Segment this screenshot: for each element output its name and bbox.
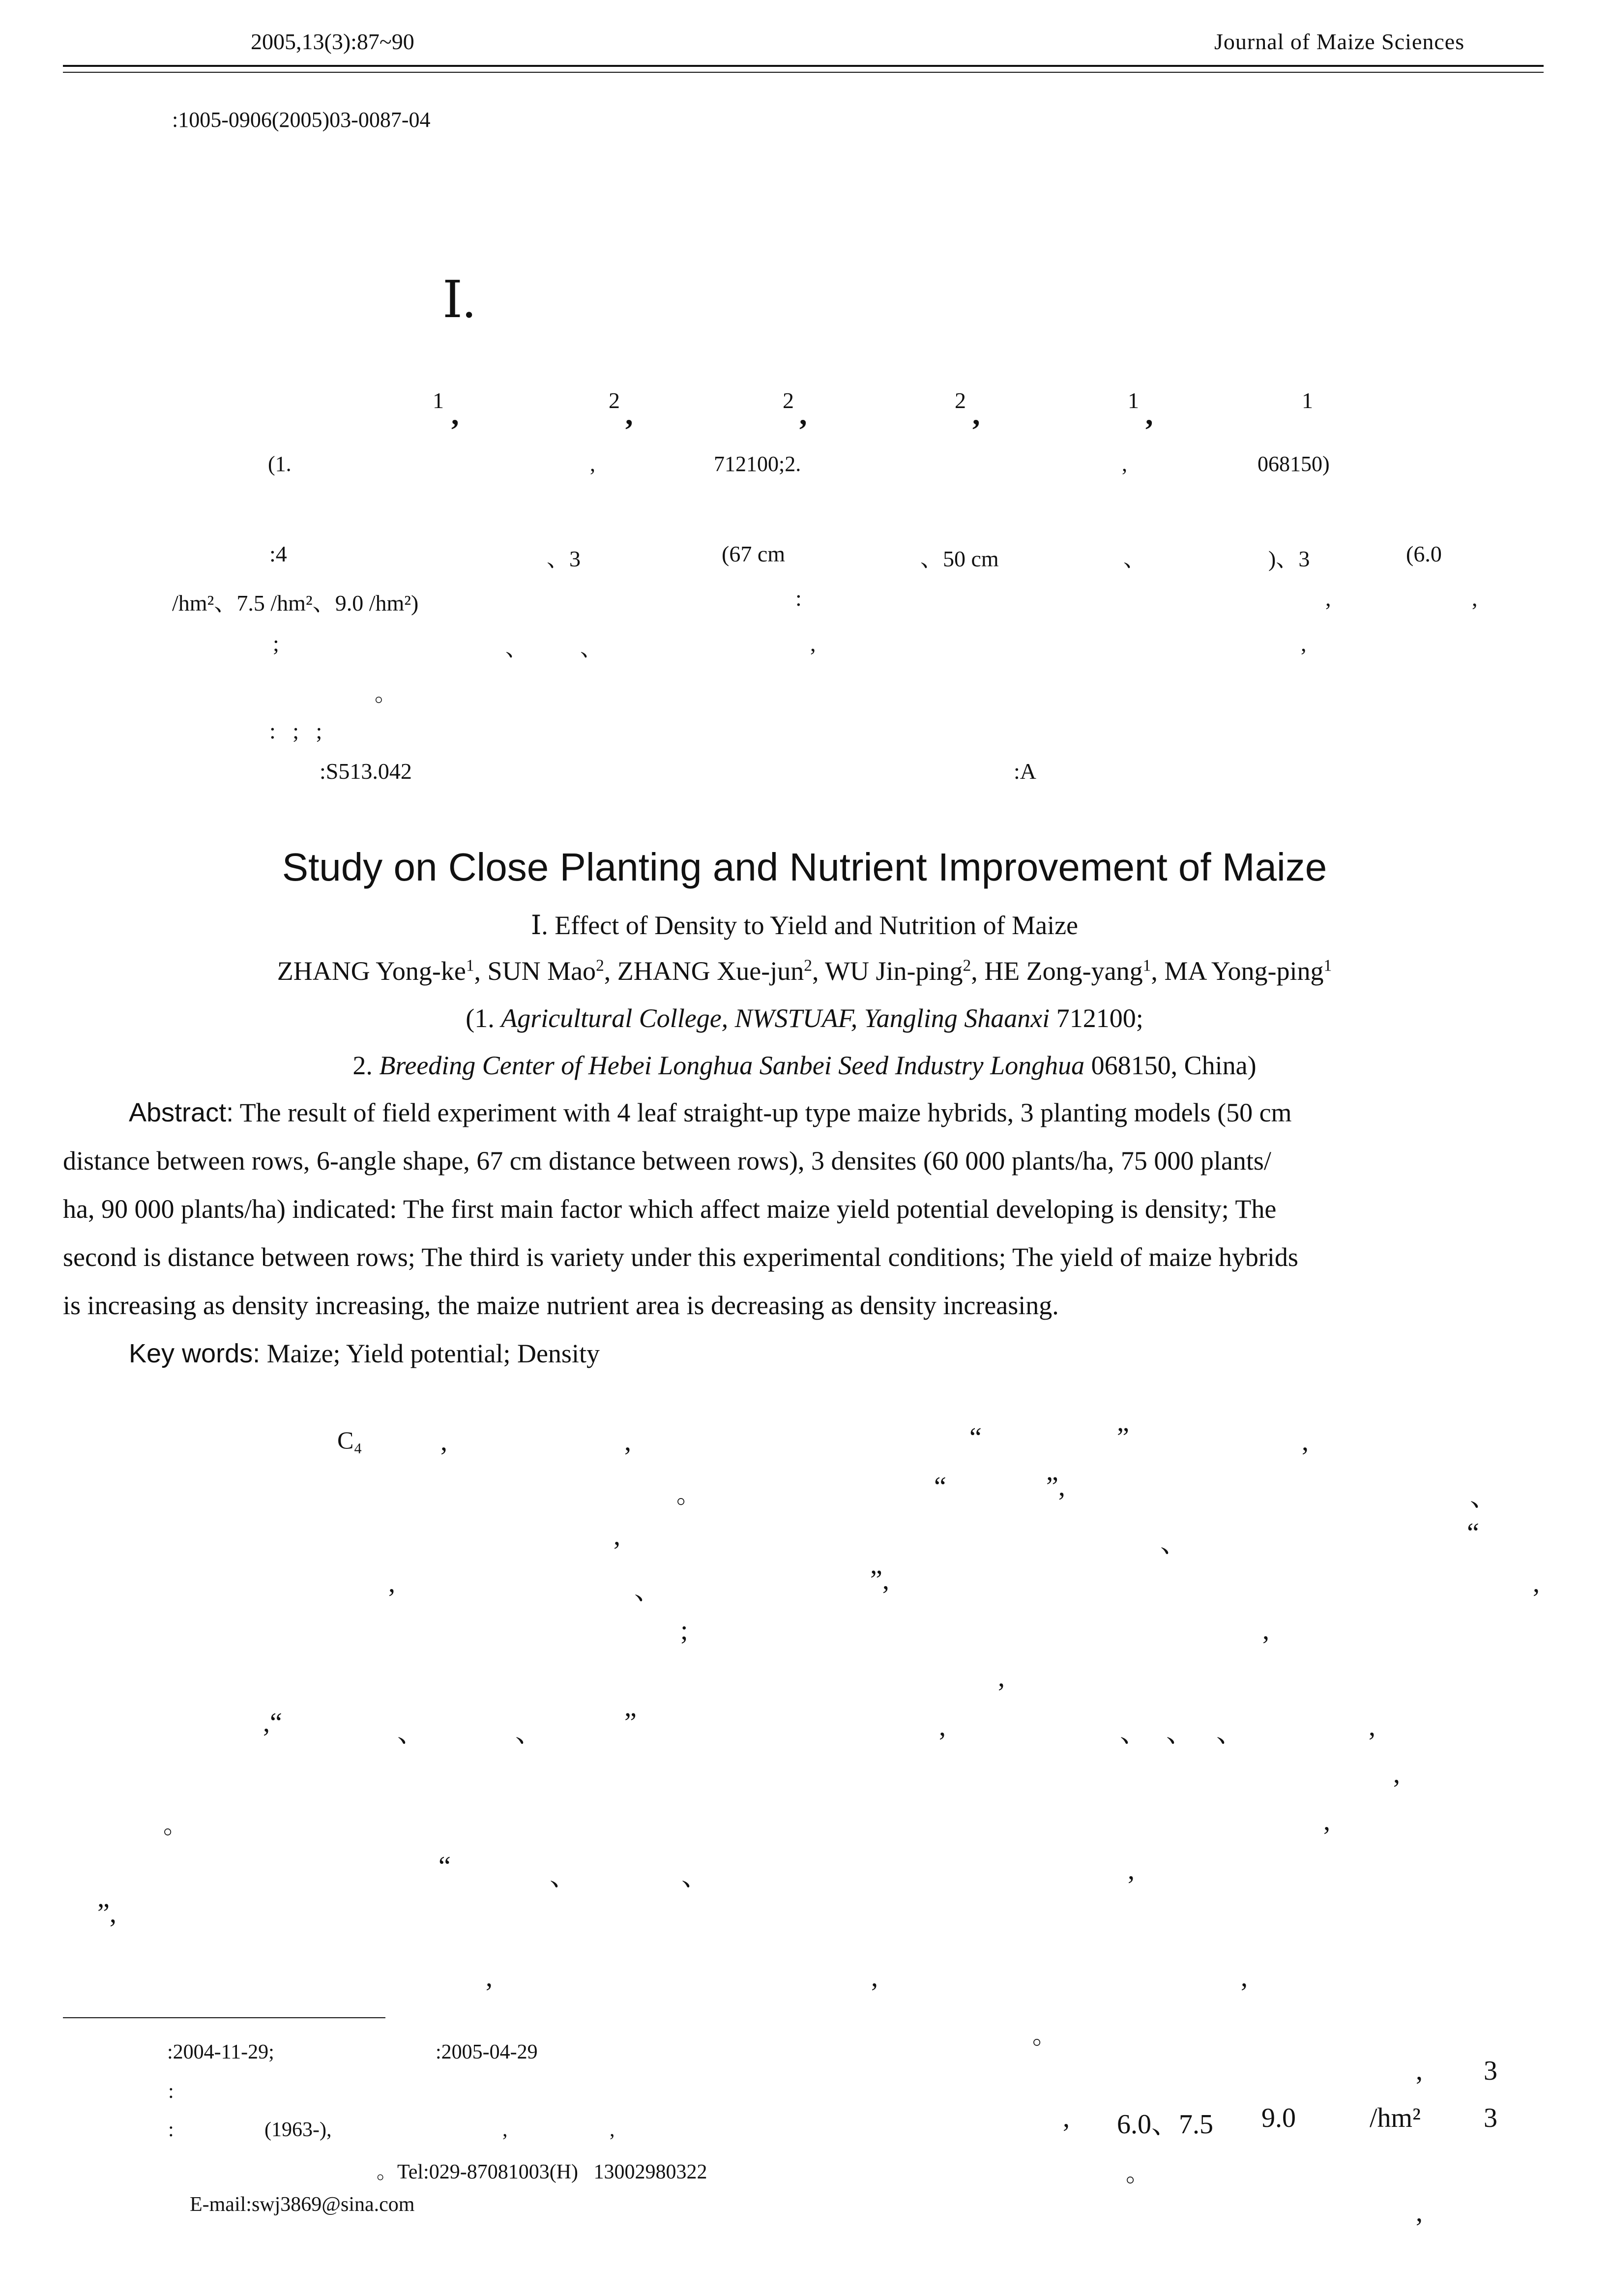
body-mark: ” (624, 1707, 637, 1738)
author-sup: 2 (804, 956, 812, 975)
cn-abstract-frag: 、3 (547, 546, 581, 571)
body-mark: , (1128, 1855, 1135, 1885)
header-rule-top (63, 65, 1544, 67)
author-name: WU Jin-ping (825, 956, 963, 986)
body-mark: ”, (97, 1898, 117, 1929)
cn-abstract-frag: )、3 (1268, 546, 1310, 571)
cn-doc-code: :A (1014, 759, 1036, 784)
body-mark: 。 (676, 1481, 701, 1508)
body-mark: ,“ (263, 1707, 282, 1738)
body-mark: 、 (1166, 1718, 1194, 1748)
author-name: ZHANG Xue-jun (617, 956, 804, 986)
en-keywords (129, 1338, 600, 1369)
cn-author-sup-5: 1 (1128, 388, 1139, 413)
cn-abstract-frag: 、50 cm (920, 546, 999, 571)
cn-abstract-colon: : (795, 586, 802, 611)
footnote-colon: : (168, 2080, 174, 2103)
abstract-label: Abstract: (129, 1098, 234, 1127)
body-mark: , (1416, 2056, 1423, 2086)
en-abstract-line: second is distance between rows; The third is variety under this experimental conditions; The yield of maize hybrids (63, 1242, 1298, 1272)
footnote-bio: (1963-), (264, 2119, 332, 2141)
body-mark: , (1369, 1711, 1375, 1742)
body-mark: 、 (681, 1861, 709, 1892)
cn-abstract-period: 。 (375, 681, 397, 706)
body-mark: , (1302, 1426, 1309, 1457)
cn-author-sup-4: 2 (955, 388, 966, 413)
author-sup: 1 (466, 956, 474, 975)
cn-author-sup-1: 1 (433, 388, 444, 413)
body-mark: ” (1117, 1422, 1129, 1453)
body-mark: ”, (1046, 1472, 1065, 1502)
cn-author-comma: , (1145, 398, 1153, 431)
cn-abstract-frag: :4 (269, 541, 287, 566)
cn-abstract-comma: , (810, 631, 816, 656)
body-mark: , (486, 1962, 493, 1993)
header-journal: Journal of Maize Sciences (1214, 29, 1465, 54)
cn-author-sup-2: 2 (609, 388, 620, 413)
body-mark: 、 (515, 1718, 543, 1748)
body-mark: “ (439, 1851, 451, 1882)
body-mark: , (1323, 1806, 1330, 1836)
body-mark: , (1416, 2197, 1423, 2228)
body-mark: 、 (550, 1861, 577, 1892)
cn-abstract-semicolon: ; (273, 631, 279, 656)
body-mark: 、 (397, 1718, 425, 1748)
cn-author-comma: , (625, 398, 633, 431)
footnote-revised: :2005-04-29 (436, 2041, 538, 2063)
footnote-comma: , (610, 2119, 615, 2141)
en-abstract-line: is increasing as density increasing, the maize nutrient area is decreasing as density increasing. (63, 1291, 1059, 1320)
cn-author-sup-3: 2 (783, 388, 794, 413)
body-mark: “ (934, 1472, 946, 1502)
cn-author-comma: , (451, 398, 459, 431)
cn-affil-prefix: (1. (268, 452, 292, 476)
right-col-three: 3 (1484, 2103, 1497, 2133)
body-mark: , (939, 1711, 946, 1742)
footnote-email: E-mail:swj3869@sina.com (190, 2193, 415, 2216)
cn-title: Ⅰ. (442, 272, 476, 328)
affil-prefix: (1. (466, 1003, 495, 1033)
affil-institution: Agricultural College, NWSTUAF, Yangling Shaanxi (501, 1003, 1050, 1033)
body-mark: , (871, 1962, 878, 1993)
cn-affil-code1: 712100;2. (714, 452, 801, 476)
en-abstract-line (129, 1097, 1292, 1128)
cn-keywords: : ; ; (269, 718, 322, 743)
header-citation: 2005,13(3):87~90 (251, 29, 414, 54)
header-rule-bottom (63, 72, 1544, 73)
author-name: ZHANG Yong-ke (277, 956, 466, 986)
body-mark: , (1533, 1568, 1540, 1598)
cn-clc: :S513.042 (320, 759, 412, 784)
author-sup: 1 (1142, 956, 1151, 975)
body-mark: , (440, 1426, 447, 1457)
cn-abstract-dun: 、 (505, 636, 528, 661)
cn-affil-comma: , (1122, 452, 1127, 476)
footnote-rule (63, 2017, 385, 2018)
affil-code: 068150, China) (1091, 1051, 1257, 1080)
body-mark: 、 (1470, 1482, 1497, 1512)
right-col-densities: 6.0、7.5 (1117, 2109, 1213, 2140)
body-mark: , (1393, 1759, 1400, 1789)
cn-author-comma: , (799, 398, 807, 431)
cn-abstract-comma: , (1325, 586, 1331, 611)
affil-prefix: 2. (352, 1051, 373, 1080)
body-mark: , (624, 1426, 631, 1457)
article-id: :1005-0906(2005)03-0087-04 (172, 108, 431, 132)
en-title: Study on Close Planting and Nutrient Improvement of Maize (282, 845, 1327, 889)
body-mark: 。 (1032, 2022, 1057, 2049)
cn-author-comma: , (972, 398, 980, 431)
keywords-text: Maize; Yield potential; Density (266, 1339, 600, 1368)
en-authors: ZHANG Yong-$ke^1$, SUN Mao$^2$, ZHANG Xue-jun$^2$, WU Jin-ping$^2$, HE Zong-yang$^1$, MA Yong-ping$^1$ (277, 956, 1332, 986)
body-mark: , (998, 1662, 1005, 1693)
body-mark: “ (969, 1422, 982, 1453)
footnote-comma: , (502, 2119, 508, 2141)
body-mark: , (1241, 1962, 1248, 1993)
body-c4: C₄ (337, 1426, 362, 1454)
body-mark: 。 (163, 1811, 188, 1839)
body-mark: 、 (1216, 1718, 1244, 1748)
body-mark: 、 (634, 1575, 662, 1606)
body-mark: ”, (870, 1565, 889, 1595)
en-subtitle: Ⅰ. Effect of Density to Yield and Nutrition of Maize (530, 911, 1079, 940)
body-mark: 、 (1120, 1718, 1147, 1748)
en-abstract-line: ha, 90 000 plants/ha) indicated: The first main factor which affect maize yield potential developing is density; The (63, 1194, 1277, 1224)
cn-abstract-frag: (67 cm (722, 541, 786, 566)
right-col-unit: /hm² (1370, 2103, 1421, 2133)
footnote-colon: : (168, 2119, 174, 2141)
author-name: MA Yong-ping (1164, 956, 1324, 986)
right-col-three: 3 (1484, 2056, 1497, 2086)
body-mark: , (388, 1568, 395, 1598)
cn-abstract-line2: /hm²、7.5 /hm²、9.0 /hm²) (172, 590, 419, 616)
cn-abstract-comma: , (1301, 631, 1307, 656)
body-mark: 、 (1160, 1528, 1188, 1559)
body-mark: 。 (1126, 2159, 1150, 2187)
footnote-tel: 。Tel:029-87081003(H) 13002980322 (377, 2161, 707, 2183)
cn-affil-comma: , (590, 452, 595, 476)
body-mark: “ (1467, 1518, 1479, 1548)
body-mark: , (1063, 2103, 1070, 2133)
author-name: HE Zong-yang (984, 956, 1143, 986)
en-abstract-line: distance between rows, 6-angle shape, 67 cm distance between rows), 3 densites (60 000 plants/ha, 75 000 plants/ (63, 1146, 1271, 1176)
cn-abstract-comma: , (1472, 586, 1478, 611)
cn-abstract-frag: (6.0 (1406, 541, 1442, 566)
cn-affil-code2: 068150) (1258, 452, 1330, 476)
author-sup: 2 (963, 956, 971, 975)
author-sup: 1 (1323, 956, 1332, 975)
cn-abstract-frag: 、 (1123, 546, 1146, 571)
body-mark: , (1262, 1615, 1269, 1646)
en-affil-1 (0, 1003, 1609, 1033)
author-sup: 2 (596, 956, 604, 975)
right-col-nine: 9.0 (1261, 2103, 1296, 2133)
keywords-label: Key words: (129, 1339, 261, 1368)
cn-author-sup-6: 1 (1302, 388, 1313, 413)
body-mark: , (614, 1521, 620, 1551)
affil-institution: Breeding Center of Hebei Longhua Sanbei Seed Industry Longhua (379, 1051, 1085, 1080)
affil-code: 712100; (1056, 1003, 1143, 1033)
footnote-received: :2004-11-29; (167, 2041, 274, 2063)
author-name: SUN Mao (487, 956, 596, 986)
cn-abstract-dun: 、 (580, 636, 603, 661)
en-affil-2 (0, 1050, 1609, 1081)
body-mark: ; (680, 1615, 688, 1646)
abstract-text: The result of field experiment with 4 leaf straight-up type maize hybrids, 3 planting models (50 cm (239, 1098, 1292, 1127)
